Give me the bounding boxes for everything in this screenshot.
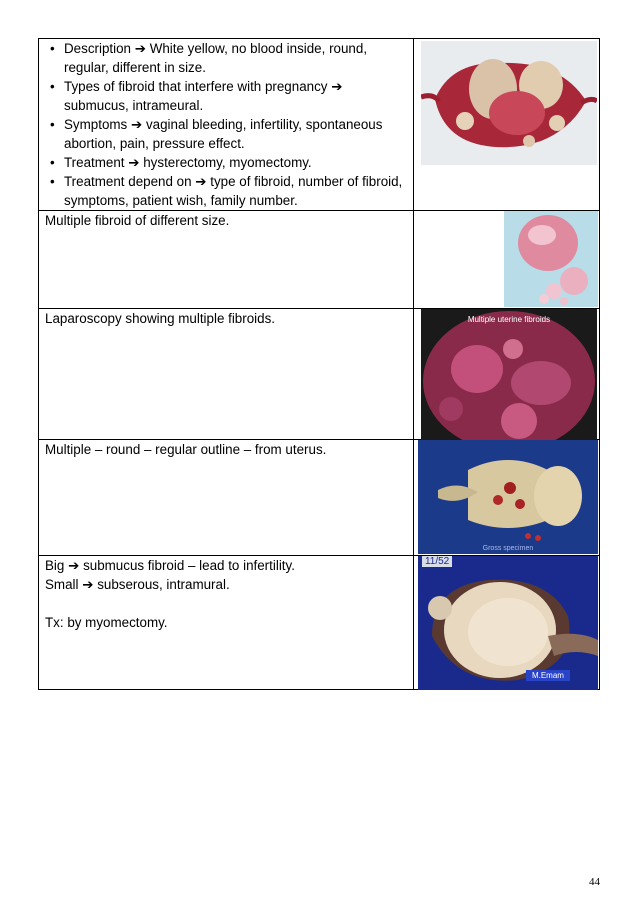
arrow-icon: ➔ [128, 155, 140, 170]
image-cell [413, 556, 599, 690]
gross-specimen-photo [418, 440, 598, 554]
list-item: • Types of fibroid that interfere with pregnancy ➔ submucus, intrameural. [64, 77, 409, 115]
laparoscopy-photo [421, 309, 597, 440]
text-line: Small ➔ subserous, intramural. [45, 577, 230, 592]
table-row [39, 440, 600, 556]
image-cell [413, 211, 599, 309]
list-item: • Treatment ➔ hysterectomy, myomectomy. [64, 153, 409, 172]
list-item: • Treatment depend on ➔ type of fibroid, number of fibroid, symptoms, patient wish, family number. [64, 172, 409, 210]
image-cell [413, 440, 599, 556]
image-cell [413, 309, 599, 440]
multiple-fibroids-photo [504, 211, 598, 307]
text-cell [39, 39, 414, 211]
arrow-icon: ➔ [331, 79, 343, 94]
fibroid-uterus-photo [421, 41, 597, 165]
image-cell [413, 39, 599, 211]
arrow-icon: ➔ [130, 117, 143, 132]
arrow-icon: ➔ [68, 558, 80, 573]
arrow-icon: ➔ [82, 577, 94, 592]
arrow-icon: ➔ [134, 41, 146, 56]
table-row [39, 39, 600, 211]
image-caption: Gross specimen [482, 545, 534, 552]
table-row [39, 211, 600, 309]
table-row [39, 309, 600, 440]
text-line: Big ➔ submucus fibroid – lead to infertility. [45, 558, 295, 573]
bullet-list [45, 39, 409, 210]
text-cell [39, 556, 414, 690]
table-row [39, 556, 600, 690]
image-credit: M.Emam [526, 670, 570, 681]
myomectomy-specimen-photo [418, 556, 598, 690]
fibroid-table [38, 38, 600, 690]
arrow-icon: ➔ [195, 174, 207, 189]
text-line: Tx: by myomectomy. [45, 615, 168, 630]
text-cell: Multiple – round – regular outline – from uterus. [39, 440, 414, 556]
page-number: 44 [589, 876, 600, 888]
text-cell: Multiple fibroid of different size. [39, 211, 414, 309]
blank-line [45, 594, 409, 613]
image-caption: Multiple uterine fibroids [467, 315, 551, 324]
text-cell: Laparoscopy showing multiple fibroids. [39, 309, 414, 440]
list-item: • Symptoms ➔ vaginal bleeding, infertility, spontaneous abortion, pain, pressure effect. [64, 115, 409, 153]
slide-counter: 11/52 [422, 556, 452, 567]
list-item: • Description ➔ White yellow, no blood inside, round, regular, different in size. [64, 39, 409, 77]
